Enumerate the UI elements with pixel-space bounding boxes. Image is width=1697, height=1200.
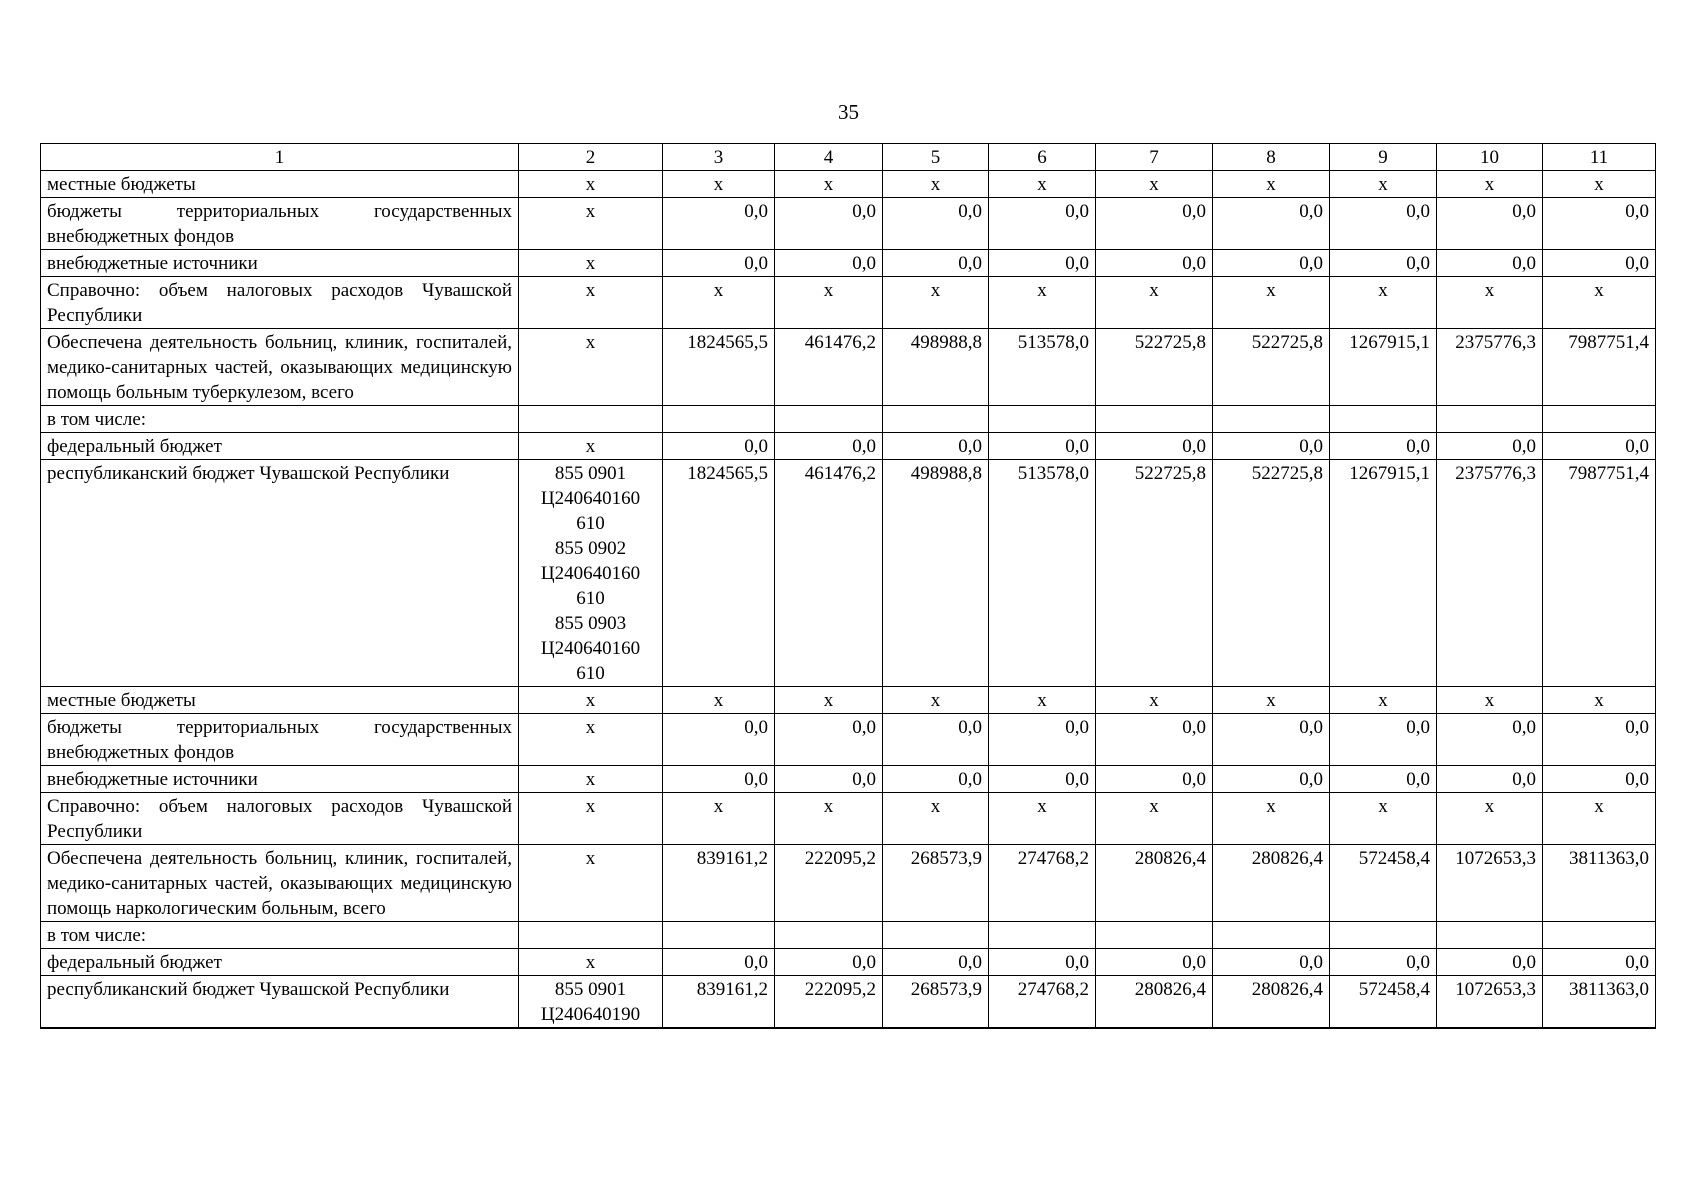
header-cell: 5: [883, 144, 989, 171]
value-cell: x: [1213, 171, 1330, 198]
table-row: [41, 949, 1656, 976]
budget-code-line: Ц240640160: [540, 638, 641, 659]
value-cell: 0,0: [1213, 714, 1330, 766]
value-cell: x: [1213, 793, 1330, 845]
value-cell: x: [1330, 793, 1437, 845]
value-cell: x: [775, 687, 883, 714]
budget-code-line: Ц240640160: [540, 488, 641, 509]
value-cell: x: [1096, 277, 1213, 329]
value-cell: [883, 922, 989, 949]
value-cell: 572458,4: [1330, 845, 1437, 922]
value-cell: 0,0: [663, 250, 775, 277]
value-cell: [1096, 922, 1213, 949]
value-cell: 280826,4: [1213, 845, 1330, 922]
value-cell: x: [1096, 171, 1213, 198]
value-cell: 1824565,5: [663, 460, 775, 687]
budget-code-line: 610: [576, 663, 605, 684]
value-cell: x: [1330, 277, 1437, 329]
budget-code-cell: x: [519, 845, 663, 922]
value-cell: x: [775, 171, 883, 198]
value-cell: 0,0: [989, 949, 1096, 976]
value-cell: x: [663, 793, 775, 845]
value-cell: 522725,8: [1213, 329, 1330, 406]
table-row: [41, 976, 1656, 1029]
value-cell: 3811363,0: [1543, 845, 1656, 922]
value-cell: x: [1096, 687, 1213, 714]
value-cell: x: [663, 171, 775, 198]
header-cell: 4: [775, 144, 883, 171]
value-cell: 0,0: [883, 250, 989, 277]
value-cell: 0,0: [1437, 714, 1543, 766]
value-cell: 0,0: [775, 949, 883, 976]
table-row: [41, 329, 1656, 406]
value-cell: x: [1096, 793, 1213, 845]
value-cell: 0,0: [1437, 250, 1543, 277]
budget-code-line: 855 0903: [554, 613, 627, 634]
budget-code-cell: [519, 976, 663, 1029]
table-row: [41, 250, 1656, 277]
value-cell: x: [663, 277, 775, 329]
row-label: в том числе:: [41, 922, 519, 949]
row-label: Обеспечена деятельность больниц, клиник, госпиталей, медико-санитарных частей, оказывающих медицинскую помощь больным туберкулезом, всего: [41, 329, 519, 406]
value-cell: 498988,8: [883, 460, 989, 687]
value-cell: x: [1543, 277, 1656, 329]
header-cell: 9: [1330, 144, 1437, 171]
value-cell: 268573,9: [883, 845, 989, 922]
budget-code-cell: x: [519, 198, 663, 250]
value-cell: x: [775, 793, 883, 845]
value-cell: [1213, 406, 1330, 433]
budget-code-line: 610: [576, 513, 605, 534]
value-cell: 0,0: [1437, 433, 1543, 460]
page-number: 35: [838, 100, 859, 124]
value-cell: x: [1543, 171, 1656, 198]
value-cell: 0,0: [663, 198, 775, 250]
value-cell: 0,0: [1213, 198, 1330, 250]
budget-code-cell: x: [519, 793, 663, 845]
value-cell: 280826,4: [1213, 976, 1330, 1029]
budget-code-cell: x: [519, 329, 663, 406]
value-cell: 2375776,3: [1437, 329, 1543, 406]
value-cell: 0,0: [1096, 714, 1213, 766]
table-row: [41, 793, 1656, 845]
value-cell: 0,0: [989, 433, 1096, 460]
value-cell: [775, 922, 883, 949]
budget-code-cell: x: [519, 687, 663, 714]
table-row: [41, 433, 1656, 460]
value-cell: [989, 406, 1096, 433]
value-cell: [1543, 406, 1656, 433]
value-cell: 0,0: [775, 250, 883, 277]
value-cell: 0,0: [1096, 433, 1213, 460]
row-label: федеральный бюджет: [41, 433, 519, 460]
value-cell: 280826,4: [1096, 976, 1213, 1029]
value-cell: 1267915,1: [1330, 329, 1437, 406]
row-label: Справочно: объем налоговых расходов Чувашской Республики: [41, 793, 519, 845]
table-row: [41, 171, 1656, 198]
value-cell: 0,0: [883, 433, 989, 460]
value-cell: 0,0: [1096, 766, 1213, 793]
value-cell: 222095,2: [775, 845, 883, 922]
budget-code-line: Ц240640190: [540, 1004, 641, 1025]
value-cell: [663, 922, 775, 949]
value-cell: x: [883, 171, 989, 198]
table-row: [41, 714, 1656, 766]
value-cell: x: [1437, 687, 1543, 714]
value-cell: x: [1437, 171, 1543, 198]
row-label: бюджеты территориальных государственных внебюджетных фондов: [41, 198, 519, 250]
budget-code-cell: [519, 460, 663, 687]
header-cell: 3: [663, 144, 775, 171]
budget-code-line: 610: [576, 588, 605, 609]
value-cell: x: [989, 171, 1096, 198]
value-cell: 0,0: [775, 766, 883, 793]
value-cell: 0,0: [1437, 766, 1543, 793]
value-cell: 522725,8: [1213, 460, 1330, 687]
value-cell: 0,0: [989, 766, 1096, 793]
value-cell: [663, 406, 775, 433]
row-label: внебюджетные источники: [41, 766, 519, 793]
value-cell: 0,0: [663, 714, 775, 766]
budget-code-line: 855 0902: [554, 538, 627, 559]
budget-table: [40, 143, 1656, 1029]
value-cell: 0,0: [663, 766, 775, 793]
budget-code-cell: x: [519, 714, 663, 766]
row-label: местные бюджеты: [41, 687, 519, 714]
value-cell: [1330, 406, 1437, 433]
value-cell: 7987751,4: [1543, 329, 1656, 406]
value-cell: [883, 406, 989, 433]
row-label: республиканский бюджет Чувашской Республики: [41, 976, 519, 1029]
value-cell: 7987751,4: [1543, 460, 1656, 687]
value-cell: 513578,0: [989, 460, 1096, 687]
value-cell: 0,0: [1213, 250, 1330, 277]
value-cell: 0,0: [1543, 766, 1656, 793]
value-cell: 0,0: [1330, 949, 1437, 976]
value-cell: [1213, 922, 1330, 949]
value-cell: 0,0: [883, 949, 989, 976]
budget-code-line: 855 0901: [554, 979, 627, 1000]
header-cell: 6: [989, 144, 1096, 171]
value-cell: 498988,8: [883, 329, 989, 406]
value-cell: 0,0: [1096, 949, 1213, 976]
table-row: [41, 277, 1656, 329]
value-cell: 1824565,5: [663, 329, 775, 406]
value-cell: 0,0: [883, 714, 989, 766]
header-cell: 2: [519, 144, 663, 171]
value-cell: x: [883, 687, 989, 714]
value-cell: 0,0: [989, 714, 1096, 766]
value-cell: 0,0: [775, 198, 883, 250]
value-cell: x: [1543, 793, 1656, 845]
value-cell: x: [775, 277, 883, 329]
value-cell: 0,0: [883, 766, 989, 793]
value-cell: 0,0: [1213, 766, 1330, 793]
value-cell: x: [1437, 277, 1543, 329]
value-cell: x: [989, 793, 1096, 845]
value-cell: [775, 406, 883, 433]
value-cell: 280826,4: [1096, 845, 1213, 922]
value-cell: 0,0: [1213, 433, 1330, 460]
value-cell: x: [663, 687, 775, 714]
value-cell: 572458,4: [1330, 976, 1437, 1029]
value-cell: 2375776,3: [1437, 460, 1543, 687]
value-cell: 522725,8: [1096, 460, 1213, 687]
value-cell: 839161,2: [663, 976, 775, 1029]
table-row: [41, 460, 1656, 687]
budget-code-cell: x: [519, 433, 663, 460]
table-row: [41, 922, 1656, 949]
row-label: Справочно: объем налоговых расходов Чувашской Республики: [41, 277, 519, 329]
value-cell: 0,0: [989, 250, 1096, 277]
value-cell: 0,0: [1330, 714, 1437, 766]
value-cell: 461476,2: [775, 329, 883, 406]
value-cell: x: [883, 793, 989, 845]
value-cell: 3811363,0: [1543, 976, 1656, 1029]
value-cell: [1543, 922, 1656, 949]
budget-code-cell: x: [519, 250, 663, 277]
header-cell: 1: [41, 144, 519, 171]
value-cell: x: [1330, 171, 1437, 198]
value-cell: x: [989, 687, 1096, 714]
value-cell: 274768,2: [989, 845, 1096, 922]
value-cell: [1437, 922, 1543, 949]
budget-code-cell: x: [519, 766, 663, 793]
value-cell: [1096, 406, 1213, 433]
header-cell: 8: [1213, 144, 1330, 171]
table-row: [41, 845, 1656, 922]
budget-code-cell: x: [519, 949, 663, 976]
value-cell: 0,0: [1330, 433, 1437, 460]
row-label: федеральный бюджет: [41, 949, 519, 976]
value-cell: 1267915,1: [1330, 460, 1437, 687]
value-cell: 0,0: [1437, 198, 1543, 250]
value-cell: 0,0: [775, 433, 883, 460]
table-row: [41, 766, 1656, 793]
header-cell: 10: [1437, 144, 1543, 171]
header-cell: 11: [1543, 144, 1656, 171]
value-cell: 839161,2: [663, 845, 775, 922]
budget-code-line: 855 0901: [554, 463, 627, 484]
budget-code-cell: x: [519, 277, 663, 329]
value-cell: 0,0: [663, 949, 775, 976]
value-cell: x: [1437, 793, 1543, 845]
value-cell: x: [883, 277, 989, 329]
value-cell: 0,0: [1096, 250, 1213, 277]
value-cell: 222095,2: [775, 976, 883, 1029]
table-row: [41, 406, 1656, 433]
budget-code-cell: [519, 922, 663, 949]
value-cell: 522725,8: [1096, 329, 1213, 406]
value-cell: 0,0: [1330, 766, 1437, 793]
value-cell: x: [1543, 687, 1656, 714]
value-cell: 0,0: [1543, 198, 1656, 250]
value-cell: 274768,2: [989, 976, 1096, 1029]
value-cell: 0,0: [1543, 714, 1656, 766]
table-row: [41, 687, 1656, 714]
value-cell: 0,0: [1543, 250, 1656, 277]
value-cell: [1437, 406, 1543, 433]
value-cell: 0,0: [883, 198, 989, 250]
row-label: Обеспечена деятельность больниц, клиник, госпиталей, медико-санитарных частей, оказывающих медицинскую помощь наркологическим больным, всего: [41, 845, 519, 922]
header-row: [41, 144, 1656, 171]
value-cell: 268573,9: [883, 976, 989, 1029]
row-label: внебюджетные источники: [41, 250, 519, 277]
value-cell: 0,0: [1330, 198, 1437, 250]
budget-code-cell: x: [519, 171, 663, 198]
budget-code-line: Ц240640160: [540, 563, 641, 584]
value-cell: x: [1213, 277, 1330, 329]
value-cell: x: [989, 277, 1096, 329]
row-label: бюджеты территориальных государственных внебюджетных фондов: [41, 714, 519, 766]
row-label: в том числе:: [41, 406, 519, 433]
value-cell: 461476,2: [775, 460, 883, 687]
value-cell: 0,0: [1543, 433, 1656, 460]
row-label: местные бюджеты: [41, 171, 519, 198]
value-cell: 513578,0: [989, 329, 1096, 406]
value-cell: [989, 922, 1096, 949]
value-cell: 0,0: [775, 714, 883, 766]
value-cell: 0,0: [663, 433, 775, 460]
value-cell: 1072653,3: [1437, 976, 1543, 1029]
row-label: республиканский бюджет Чувашской Республики: [41, 460, 519, 687]
value-cell: 0,0: [989, 198, 1096, 250]
value-cell: 0,0: [1543, 949, 1656, 976]
table-body: [41, 144, 1656, 1029]
value-cell: 0,0: [1096, 198, 1213, 250]
header-cell: 7: [1096, 144, 1213, 171]
budget-code-cell: [519, 406, 663, 433]
value-cell: 0,0: [1437, 949, 1543, 976]
value-cell: x: [1330, 687, 1437, 714]
value-cell: x: [1213, 687, 1330, 714]
value-cell: 1072653,3: [1437, 845, 1543, 922]
value-cell: [1330, 922, 1437, 949]
table-row: [41, 198, 1656, 250]
value-cell: 0,0: [1330, 250, 1437, 277]
value-cell: 0,0: [1213, 949, 1330, 976]
